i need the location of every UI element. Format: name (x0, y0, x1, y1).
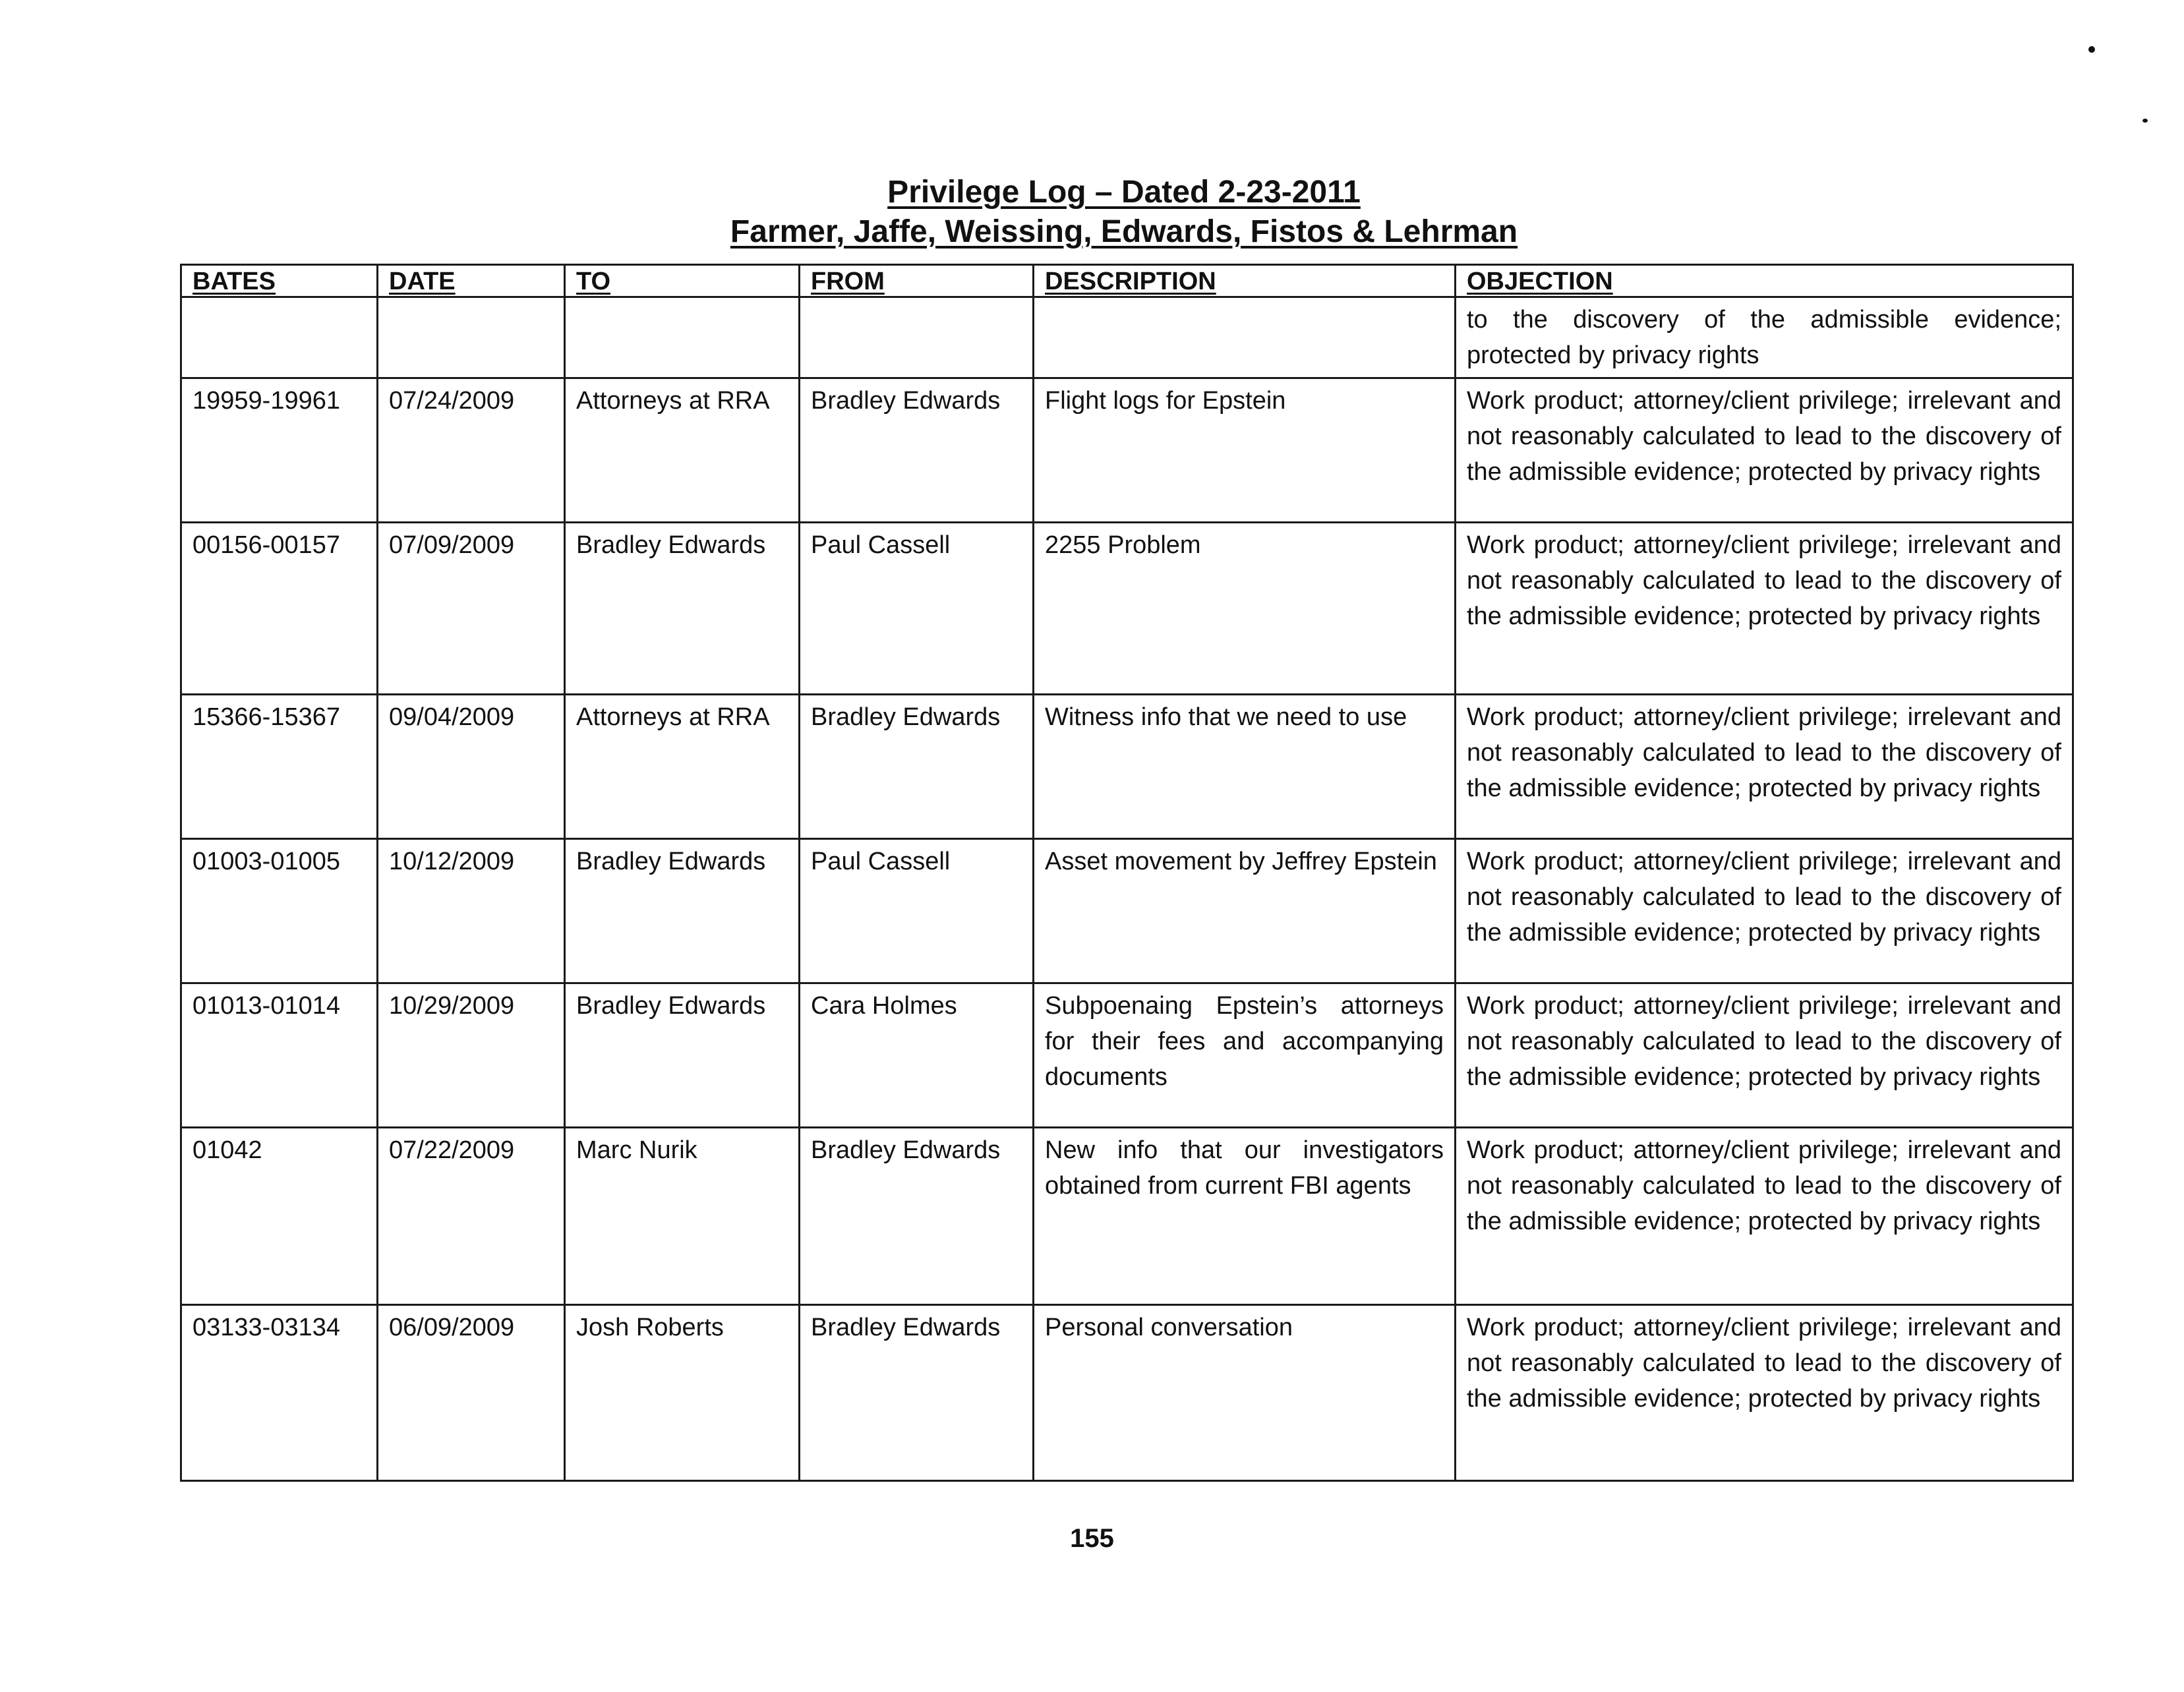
from-cell: Bradley Edwards (800, 1128, 1034, 1305)
table-row (181, 1305, 2073, 1481)
from-cell: Bradley Edwards (800, 378, 1034, 523)
document-subtitle: Farmer, Jaffe, Weissing, Edwards, Fistos & Lehrman (730, 214, 1518, 249)
table-row (181, 297, 2073, 378)
to-cell: Marc Nurik (565, 1128, 800, 1305)
bates-cell (181, 297, 378, 378)
to-cell: Bradley Edwards (565, 523, 800, 695)
objection-cell: Work product; attorney/client privilege; irrelevant and not reasonably calculated to lead to the discovery of the admissible evidence; protected by privacy rights (1456, 378, 2073, 523)
description-cell (1034, 297, 1456, 378)
table-row (181, 523, 2073, 695)
description-cell: Subpoenaing Epstein’s attorneys for their fees and accompanying documents (1034, 983, 1456, 1128)
description-cell: Asset movement by Jeffrey Epstein (1034, 839, 1456, 983)
to-cell: Attorneys at RRA (565, 695, 800, 839)
from-cell (800, 297, 1034, 378)
to-cell: Bradley Edwards (565, 983, 800, 1128)
bates-cell: 15366-15367 (181, 695, 378, 839)
to-cell (565, 297, 800, 378)
page-number: 155 (1070, 1524, 1114, 1553)
bates-cell: 01042 (181, 1128, 378, 1305)
date-cell (378, 297, 565, 378)
objection-cell: Work product; attorney/client privilege; irrelevant and not reasonably calculated to lead to the discovery of the admissible evidence; protected by privacy rights (1456, 1305, 2073, 1481)
column-header-description: DESCRIPTION (1034, 265, 1456, 297)
from-cell: Cara Holmes (800, 983, 1034, 1128)
bates-cell: 01013-01014 (181, 983, 378, 1128)
from-cell: Bradley Edwards (800, 695, 1034, 839)
column-header-bates: BATES (181, 265, 378, 297)
table-row (181, 378, 2073, 523)
date-cell: 10/12/2009 (378, 839, 565, 983)
column-header-date: DATE (378, 265, 565, 297)
description-cell: Personal conversation (1034, 1305, 1456, 1481)
objection-cell: Work product; attorney/client privilege; irrelevant and not reasonably calculated to lead to the discovery of the admissible evidence; protected by privacy rights (1456, 695, 2073, 839)
description-cell: Flight logs for Epstein (1034, 378, 1456, 523)
description-cell: New info that our investigators obtained from current FBI agents (1034, 1128, 1456, 1305)
from-cell: Paul Cassell (800, 523, 1034, 695)
objection-cell: to the discovery of the admissible evidence; protected by privacy rights (1456, 297, 2073, 378)
table-row (181, 695, 2073, 839)
from-cell: Paul Cassell (800, 839, 1034, 983)
date-cell: 07/09/2009 (378, 523, 565, 695)
objection-cell: Work product; attorney/client privilege; irrelevant and not reasonably calculated to lead to the discovery of the admissible evidence; protected by privacy rights (1456, 839, 2073, 983)
to-cell: Josh Roberts (565, 1305, 800, 1481)
description-cell: Witness info that we need to use (1034, 695, 1456, 839)
description-cell: 2255 Problem (1034, 523, 1456, 695)
document-title: Privilege Log – Dated 2-23-2011 (887, 175, 1361, 210)
privilege-log-table (180, 264, 2074, 1482)
table-row (181, 983, 2073, 1128)
to-cell: Attorneys at RRA (565, 378, 800, 523)
objection-cell: Work product; attorney/client privilege; irrelevant and not reasonably calculated to lead to the discovery of the admissible evidence; protected by privacy rights (1456, 1128, 2073, 1305)
scan-speck (2142, 119, 2148, 123)
objection-cell: Work product; attorney/client privilege; irrelevant and not reasonably calculated to lead to the discovery of the admissible evidence; protected by privacy rights (1456, 983, 2073, 1128)
table-header-row (181, 265, 2073, 297)
scan-speck (2088, 46, 2095, 53)
bates-cell: 03133-03134 (181, 1305, 378, 1481)
bates-cell: 01003-01005 (181, 839, 378, 983)
table-row (181, 839, 2073, 983)
table-row (181, 1128, 2073, 1305)
to-cell: Bradley Edwards (565, 839, 800, 983)
date-cell: 07/24/2009 (378, 378, 565, 523)
column-header-to: TO (565, 265, 800, 297)
bates-cell: 19959-19961 (181, 378, 378, 523)
date-cell: 09/04/2009 (378, 695, 565, 839)
date-cell: 10/29/2009 (378, 983, 565, 1128)
bates-cell: 00156-00157 (181, 523, 378, 695)
date-cell: 06/09/2009 (378, 1305, 565, 1481)
title-block (178, 173, 2070, 252)
column-header-from: FROM (800, 265, 1034, 297)
date-cell: 07/22/2009 (378, 1128, 565, 1305)
column-header-objection: OBJECTION (1456, 265, 2073, 297)
from-cell: Bradley Edwards (800, 1305, 1034, 1481)
objection-cell: Work product; attorney/client privilege; irrelevant and not reasonably calculated to lead to the discovery of the admissible evidence; protected by privacy rights (1456, 523, 2073, 695)
